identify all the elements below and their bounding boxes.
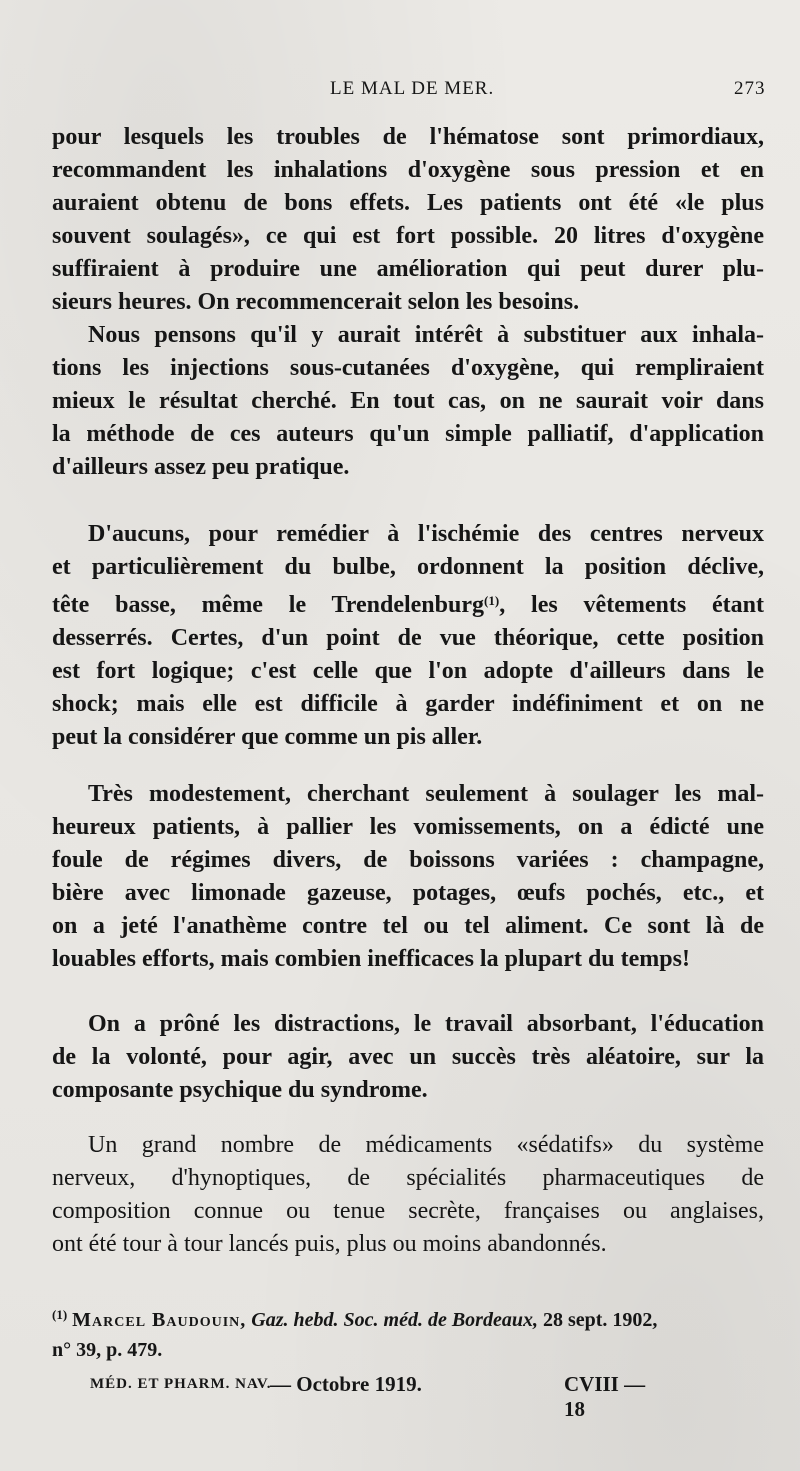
- paragraph-2: [52, 518, 764, 754]
- footnote-line: n° 39, p. 479.: [52, 1339, 163, 1361]
- text-line: On a prôné les distractions, le travail absorbant, l'éducation: [88, 1011, 764, 1037]
- text-line: louables efforts, mais combien inefficaces la plupart du temps!: [52, 946, 690, 972]
- page-number: 273: [734, 78, 766, 99]
- text-line: Un grand nombre de médicaments «sédatifs» du système: [88, 1132, 764, 1158]
- footnote-date: 28 sept. 1902,: [542, 1309, 658, 1331]
- page-signature: [90, 1372, 670, 1421]
- paragraph-3: [52, 778, 764, 976]
- text-segment: , les vêtements étant: [499, 592, 765, 618]
- text-line: pour lesquels les troubles de l'hématose sont primordiaux,: [52, 124, 764, 150]
- text-line: tions les injections sous-cutanées d'oxygène, qui rempliraient: [52, 355, 764, 381]
- text-line: mieux le résultat cherché. En tout cas, on ne saurait voir dans: [52, 388, 764, 414]
- text-line: D'aucuns, pour remédier à l'ischémie des centres nerveux: [88, 521, 764, 547]
- text-line: Très modestement, cherchant seulement à soulager les mal-: [88, 781, 764, 807]
- footnote-marker: (1): [52, 1307, 68, 1322]
- text-line-with-note: [52, 584, 764, 622]
- text-line: recommandent les inhalations d'oxygène sous pression et en: [52, 157, 764, 183]
- paragraph-4: [52, 1008, 764, 1107]
- text-line: composition connue ou tenue secrète, françaises ou anglaises,: [52, 1198, 764, 1224]
- text-line: on a jeté l'anathème contre tel ou tel aliment. Ce sont là de: [52, 913, 764, 939]
- text-line: sieurs heures. On recommencerait selon les besoins.: [52, 289, 580, 315]
- text-line: peut la considérer que comme un pis aller.: [52, 724, 483, 750]
- text-line: heureux patients, à pallier les vomissements, on a édicté une: [52, 814, 764, 840]
- footnote-reference: (1): [484, 593, 500, 608]
- text-line: de la volonté, pour agir, avec un succès très aléatoire, sur la: [52, 1044, 764, 1070]
- signature-journal: MÉD. ET PHARM. NAV.: [90, 1376, 272, 1392]
- footnote-line: [52, 1300, 764, 1335]
- text-line: est fort logique; c'est celle que l'on adopte d'ailleurs dans le: [52, 658, 764, 684]
- text-line: desserrés. Certes, d'un point de vue théorique, cette position: [52, 625, 764, 651]
- footnote-author: Marcel Baudouin,: [72, 1309, 247, 1331]
- text-line: ont été tour à tour lancés puis, plus ou moins abandonnés.: [52, 1231, 607, 1257]
- footnote: [52, 1300, 764, 1365]
- text-line: bière avec limonade gazeuse, potages, œufs pochés, etc., et: [52, 880, 764, 906]
- text-line: suffiraient à produire une amélioration qui peut durer plu-: [52, 256, 764, 282]
- signature-sheet: CVIII — 18: [564, 1372, 646, 1421]
- text-line: souvent soulagés», ce qui est fort possible. 20 litres d'oxygène: [52, 223, 764, 249]
- running-title: LE MAL DE MER.: [330, 78, 495, 99]
- text-line: Nous pensons qu'il y aurait intérêt à substituer aux inhala-: [88, 322, 764, 348]
- paragraph-1: [52, 121, 764, 484]
- running-header: [0, 78, 800, 108]
- text-line: et particulièrement du bulbe, ordonnent la position déclive,: [52, 554, 764, 580]
- footnote-source: Gaz. hebd. Soc. méd. de Bordeaux,: [251, 1309, 538, 1331]
- text-line: d'ailleurs assez peu pratique.: [52, 454, 350, 480]
- text-line: auraient obtenu de bons effets. Les patients ont été «le plus: [52, 190, 764, 216]
- text-line: la méthode de ces auteurs qu'un simple palliatif, d'application: [52, 421, 764, 447]
- text-line: nerveux, d'hynoptiques, de spécialités pharmaceutiques de: [52, 1165, 764, 1191]
- paragraph-5: [52, 1129, 764, 1261]
- text-line: foule de régimes divers, de boissons variées : champagne,: [52, 847, 764, 873]
- signature-date: — Octobre 1919.: [270, 1372, 422, 1396]
- text-line: composante psychique du syndrome.: [52, 1077, 428, 1103]
- text-segment: tête basse, même le Trendelenburg: [52, 592, 485, 618]
- text-line: shock; mais elle est difficile à garder indéfiniment et on ne: [52, 691, 764, 717]
